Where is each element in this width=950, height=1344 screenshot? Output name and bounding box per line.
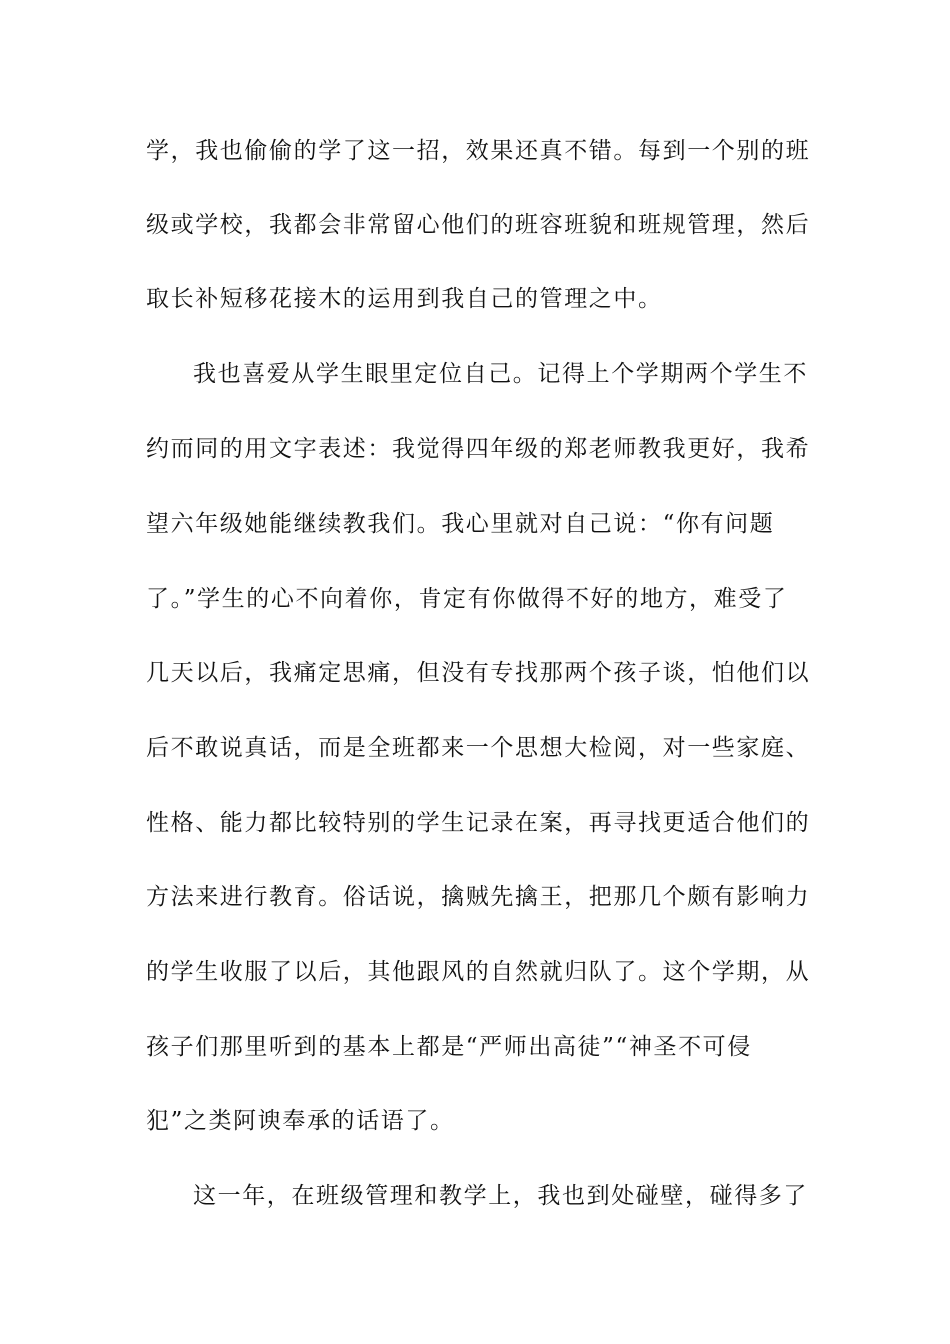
text-line: 几天以后，我痛定思痛，但没有专找那两个孩子谈，怕他们以	[146, 660, 811, 686]
text-line: 性格、能力都比较特别的学生记录在案，再寻找更适合他们的	[146, 810, 811, 836]
text-line: 级或学校，我都会非常留心他们的班容班貌和班规管理，然后	[146, 212, 811, 238]
text-line: 学，我也偷偷的学了这一招，效果还真不错。每到一个别的班	[146, 138, 811, 164]
paragraph-start-line: 我也喜爱从学生眼里定位自己。记得上个学期两个学生不	[193, 361, 808, 387]
text-line: 犯”之类阿谀奉承的话语了。	[146, 1108, 455, 1134]
paragraph-start-line: 这一年，在班级管理和教学上，我也到处碰壁，碰得多了	[193, 1183, 808, 1209]
text-line: 了。”学生的心不向着你，肯定有你做得不好的地方，难受了	[146, 586, 788, 612]
text-line: 后不敢说真话，而是全班都来一个思想大检阅，对一些家庭、	[146, 735, 811, 761]
text-line: 望六年级她能继续教我们。我心里就对自己说：“你有问题	[146, 511, 775, 537]
text-line: 孩子们那里听到的基本上都是“严师出高徒”“神圣不可侵	[146, 1034, 752, 1060]
text-line: 约而同的用文字表述：我觉得四年级的郑老师教我更好，我希	[146, 436, 811, 462]
text-line: 的学生收服了以后，其他跟风的自然就归队了。这个学期，从	[146, 959, 811, 985]
text-line: 取长补短移花接木的运用到我自己的管理之中。	[146, 286, 663, 312]
text-line: 方法来进行教育。俗话说，擒贼先擒王，把那几个颇有影响力	[146, 884, 811, 910]
